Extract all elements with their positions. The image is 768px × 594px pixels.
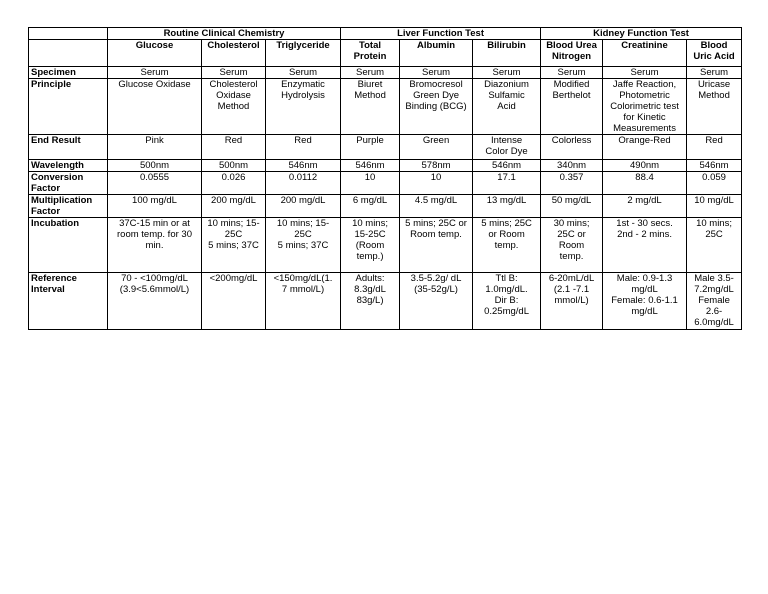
- table-cell: 200 mg/dL: [266, 195, 341, 218]
- table-cell: Glucose Oxidase: [108, 79, 202, 135]
- table-cell: Red: [687, 135, 742, 160]
- table-cell: 2 mg/dL: [603, 195, 687, 218]
- table-cell: Serum: [541, 67, 603, 79]
- table-cell: Male 3.5- 7.2mg/dL Female 2.6- 6.0mg/dL: [687, 273, 742, 330]
- table-cell: Purple: [341, 135, 400, 160]
- table-cell: 500nm: [108, 160, 202, 172]
- table-cell: Colorless: [541, 135, 603, 160]
- table-cell: Red: [266, 135, 341, 160]
- table-cell: Male: 0.9-1.3 mg/dL Female: 0.6-1.1 mg/dL: [603, 273, 687, 330]
- reference-table: [28, 27, 742, 330]
- table-row: [29, 273, 742, 330]
- column-header-row: [29, 40, 742, 67]
- row-label: Specimen: [29, 67, 108, 79]
- row-label: Multiplication Factor: [29, 195, 108, 218]
- table-cell: Pink: [108, 135, 202, 160]
- table-cell: 30 mins; 25C or Room temp.: [541, 218, 603, 273]
- table-cell: 10 mg/dL: [687, 195, 742, 218]
- chemistry-reference-sheet: [28, 27, 742, 330]
- table-cell: 500nm: [202, 160, 266, 172]
- table-cell: 6 mg/dL: [341, 195, 400, 218]
- table-row: [29, 160, 742, 172]
- table-cell: 490nm: [603, 160, 687, 172]
- table-cell: Serum: [603, 67, 687, 79]
- column-header: Creatinine: [603, 40, 687, 67]
- column-header: Albumin: [400, 40, 473, 67]
- table-cell: Enzymatic Hydrolysis: [266, 79, 341, 135]
- table-row: [29, 172, 742, 195]
- table-cell: 6-20mL/dL (2.1 -7.1 mmol/L): [541, 273, 603, 330]
- table-cell: 200 mg/dL: [202, 195, 266, 218]
- table-cell: 546nm: [266, 160, 341, 172]
- table-row: [29, 135, 742, 160]
- table-cell: 0.0555: [108, 172, 202, 195]
- table-cell: 4.5 mg/dL: [400, 195, 473, 218]
- table-cell: 0.026: [202, 172, 266, 195]
- table-row: [29, 195, 742, 218]
- table-cell: Diazonium Sulfamic Acid: [473, 79, 541, 135]
- row-label: End Result: [29, 135, 108, 160]
- table-cell: Modified Berthelot: [541, 79, 603, 135]
- table-row: [29, 67, 742, 79]
- group-header: Kidney Function Test: [541, 28, 742, 40]
- table-cell: Jaffe Reaction, Photometric Colorimetric test for Kinetic Measurements: [603, 79, 687, 135]
- table-cell: 340nm: [541, 160, 603, 172]
- table-cell: Serum: [400, 67, 473, 79]
- table-cell: 10 mins; 25C: [687, 218, 742, 273]
- table-cell: 0.357: [541, 172, 603, 195]
- table-cell: 5 mins; 25C or Room temp.: [473, 218, 541, 273]
- table-cell: Serum: [473, 67, 541, 79]
- table-cell: Green: [400, 135, 473, 160]
- table-cell: <200mg/dL: [202, 273, 266, 330]
- table-cell: 546nm: [473, 160, 541, 172]
- table-cell: Uricase Method: [687, 79, 742, 135]
- table-cell: 88.4: [603, 172, 687, 195]
- column-header: Blood Uric Acid: [687, 40, 742, 67]
- table-cell: Adults: 8.3g/dL 83g/L): [341, 273, 400, 330]
- table-cell: Red: [202, 135, 266, 160]
- table-cell: 3.5-5.2g/ dL (35-52g/L): [400, 273, 473, 330]
- row-label: Wavelength: [29, 160, 108, 172]
- table-cell: 100 mg/dL: [108, 195, 202, 218]
- row-label: Reference Interval: [29, 273, 108, 330]
- group-header: Liver Function Test: [341, 28, 541, 40]
- table-cell: 37C-15 min or at room temp. for 30 min.: [108, 218, 202, 273]
- table-cell: Biuret Method: [341, 79, 400, 135]
- table-cell: Orange-Red: [603, 135, 687, 160]
- table-cell: 546nm: [687, 160, 742, 172]
- table-row: [29, 218, 742, 273]
- corner-cell: [29, 40, 108, 67]
- table-cell: 1st - 30 secs. 2nd - 2 mins.: [603, 218, 687, 273]
- table-cell: 70 - <100mg/dL (3.9<5.6mmol/L): [108, 273, 202, 330]
- table-cell: 10 mins; 15- 25C 5 mins; 37C: [202, 218, 266, 273]
- table-cell: 50 mg/dL: [541, 195, 603, 218]
- table-cell: <150mg/dL(1. 7 mmol/L): [266, 273, 341, 330]
- table-cell: Serum: [687, 67, 742, 79]
- table-cell: Serum: [202, 67, 266, 79]
- group-header-row: [29, 28, 742, 40]
- table-body: [29, 28, 742, 330]
- row-label: Conversion Factor: [29, 172, 108, 195]
- table-cell: 0.059: [687, 172, 742, 195]
- table-cell: Cholesterol Oxidase Method: [202, 79, 266, 135]
- row-label: Principle: [29, 79, 108, 135]
- column-header: Cholesterol: [202, 40, 266, 67]
- table-cell: 17.1: [473, 172, 541, 195]
- table-cell: 13 mg/dL: [473, 195, 541, 218]
- column-header: Total Protein: [341, 40, 400, 67]
- table-cell: Intense Color Dye: [473, 135, 541, 160]
- column-header: Blood Urea Nitrogen: [541, 40, 603, 67]
- table-cell: 5 mins; 25C or Room temp.: [400, 218, 473, 273]
- row-label: Incubation: [29, 218, 108, 273]
- column-header: Triglyceride: [266, 40, 341, 67]
- table-cell: Bromocresol Green Dye Binding (BCG): [400, 79, 473, 135]
- table-cell: Serum: [108, 67, 202, 79]
- corner-cell: [29, 28, 108, 40]
- column-header: Glucose: [108, 40, 202, 67]
- table-cell: 546nm: [341, 160, 400, 172]
- table-cell: 0.0112: [266, 172, 341, 195]
- table-cell: 10: [400, 172, 473, 195]
- table-cell: Serum: [266, 67, 341, 79]
- table-row: [29, 79, 742, 135]
- column-header: Bilirubin: [473, 40, 541, 67]
- group-header: Routine Clinical Chemistry: [108, 28, 341, 40]
- table-cell: 578nm: [400, 160, 473, 172]
- table-cell: Ttl B: 1.0mg/dL. Dir B: 0.25mg/dL: [473, 273, 541, 330]
- table-cell: 10 mins; 15- 25C 5 mins; 37C: [266, 218, 341, 273]
- table-cell: Serum: [341, 67, 400, 79]
- table-cell: 10: [341, 172, 400, 195]
- table-cell: 10 mins; 15-25C (Room temp.): [341, 218, 400, 273]
